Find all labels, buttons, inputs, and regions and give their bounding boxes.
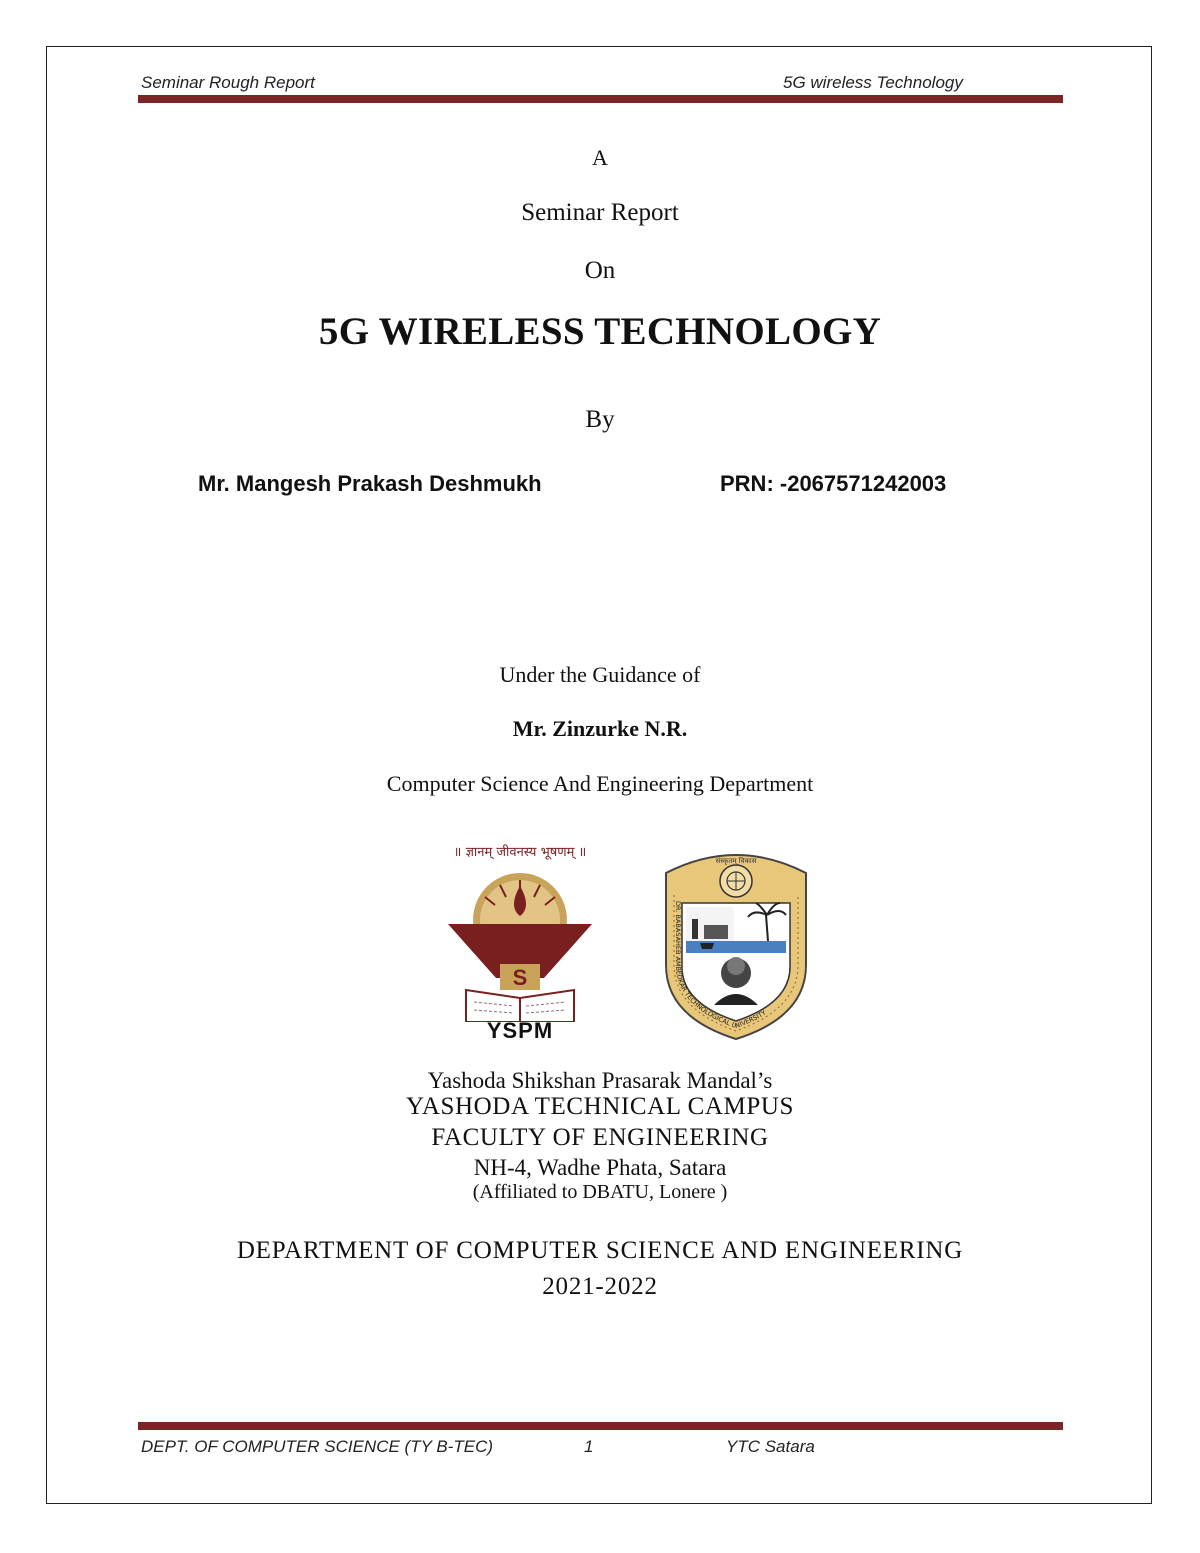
yspm-emblem-icon bbox=[440, 860, 600, 1022]
report-type: Seminar Report bbox=[521, 199, 679, 226]
guide-name: Mr. Zinzurke N.R. bbox=[512, 716, 688, 741]
institute-faculty: FACULTY OF ENGINEERING bbox=[431, 1124, 769, 1151]
title-by: By bbox=[585, 406, 615, 433]
department-name: DEPARTMENT OF COMPUTER SCIENCE AND ENGINEERING bbox=[236, 1237, 964, 1264]
header-rule bbox=[138, 95, 1063, 103]
report-title: 5G WIRELESS TECHNOLOGY bbox=[318, 310, 882, 353]
author-prn: PRN: -2067571242003 bbox=[720, 471, 947, 496]
guidance-label: Under the Guidance of bbox=[499, 662, 701, 687]
dbatu-arc-text: DR. BABASAHEB AMBEDKAR TECHNOLOGICAL UNIVERSITY bbox=[673, 901, 768, 1030]
institute-address: NH-4, Wadhe Phata, Satara bbox=[473, 1155, 727, 1180]
header-right: 5G wireless Technology bbox=[783, 73, 963, 92]
institute-mandal: Yashoda Shikshan Prasarak Mandal’s bbox=[427, 1068, 773, 1093]
footer-page-number: 1 bbox=[584, 1437, 594, 1456]
yspm-text: YSPM bbox=[486, 1018, 554, 1043]
footer-left: DEPT. OF COMPUTER SCIENCE (TY B-TEC) bbox=[141, 1437, 494, 1456]
guidance-department: Computer Science And Engineering Department bbox=[386, 771, 814, 796]
footer-rule bbox=[138, 1422, 1063, 1430]
footer-right: YTC Satara bbox=[726, 1437, 815, 1456]
title-on: On bbox=[584, 257, 616, 284]
institute-campus: YASHODA TECHNICAL CAMPUS bbox=[405, 1093, 795, 1120]
yspm-logo bbox=[440, 842, 600, 1042]
yspm-letter: S bbox=[512, 965, 528, 990]
dbatu-top-text: संस्कृतम् विकास bbox=[715, 857, 757, 865]
dbatu-logo bbox=[656, 845, 816, 1040]
institute-affiliation: (Affiliated to DBATU, Lonere ) bbox=[472, 1181, 728, 1203]
title-a: A bbox=[592, 145, 608, 170]
dbatu-seal-icon bbox=[656, 845, 816, 1040]
header-left: Seminar Rough Report bbox=[141, 73, 315, 92]
academic-year: 2021-2022 bbox=[542, 1273, 658, 1300]
author-name: Mr. Mangesh Prakash Deshmukh bbox=[198, 471, 542, 496]
yspm-motto: ॥ ज्ञानम् जीवनस्य भूषणम् ॥ bbox=[453, 845, 587, 860]
